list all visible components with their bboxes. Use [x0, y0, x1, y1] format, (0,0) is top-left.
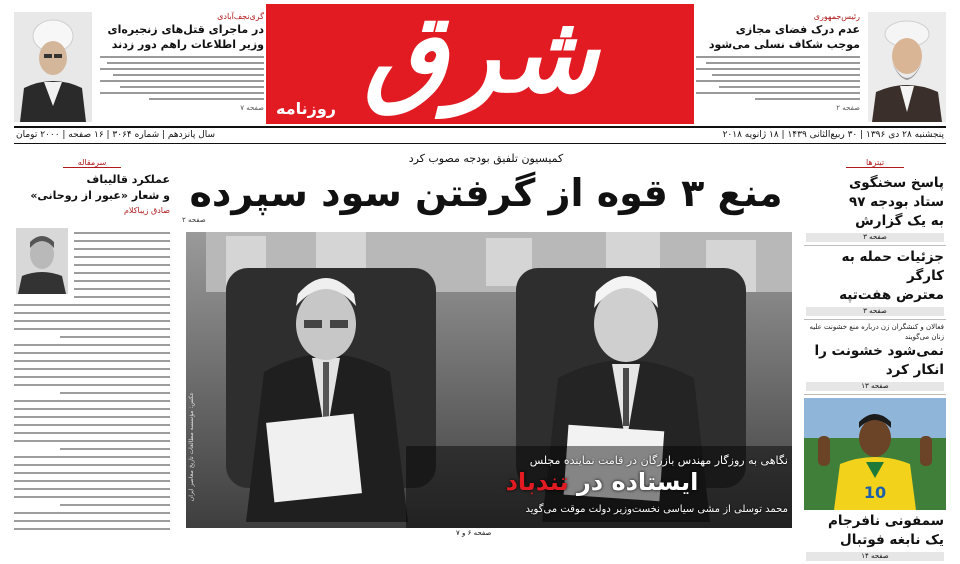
teaser-headline[interactable]	[696, 22, 860, 52]
text-line	[60, 504, 170, 506]
text-line	[74, 296, 170, 298]
president-photo	[868, 12, 946, 122]
dateline-bar	[14, 126, 946, 144]
teaser-page-ref: صفحه ۷	[240, 104, 264, 112]
text-line	[60, 392, 170, 394]
news-headline	[806, 248, 944, 305]
news-item[interactable]	[804, 172, 946, 246]
teaser-top-right[interactable]	[696, 12, 946, 124]
teaser-headline-line: موجب شکاف نسلی می‌شود	[708, 38, 860, 51]
news-headline	[806, 174, 944, 231]
caption-headline-plain: ایستاده در	[576, 468, 699, 496]
author-photo	[16, 228, 68, 294]
text-line	[14, 456, 170, 458]
cleric-photo	[14, 12, 92, 122]
news-headline-line: نمی‌شود خشونت را	[814, 343, 944, 359]
text-line	[14, 368, 170, 370]
text-line	[14, 304, 170, 306]
teaser-top-left-text	[100, 12, 264, 112]
teaser-page-ref: صفحه ۲	[836, 104, 860, 112]
headlines-column	[804, 158, 946, 560]
teaser-headline[interactable]	[100, 22, 264, 52]
photo-caption-deck: محمد توسلی از مشی سیاسی نخست‌وزیر دولت موقت می‌گوید	[525, 504, 788, 515]
teaser-kicker: گری‌نجف‌آبادی	[217, 12, 264, 21]
teaser-body-text	[696, 56, 860, 100]
photo-caption-headline[interactable]	[416, 468, 788, 496]
text-line	[14, 352, 170, 354]
news-headline-line: سمفونی نافرجام	[827, 513, 944, 529]
news-headline-line: جزئیات حمله به کارگر	[841, 249, 944, 284]
text-line	[14, 512, 170, 514]
editorial-title-line: و شعار «عبور از روحانی»	[30, 189, 170, 202]
photo-caption-kicker: نگاهی به روزگار مهندس بازرگان در قامت نماینده مجلس	[529, 454, 788, 467]
teaser-kicker: رئیس‌جمهوری	[813, 12, 860, 21]
lead-headline[interactable]: منع ۳ قوه از گرفتن سود سپرده	[189, 171, 783, 215]
text-line	[14, 400, 170, 402]
news-item[interactable]	[804, 246, 946, 320]
text-line	[14, 408, 170, 410]
text-line	[14, 480, 170, 482]
issue-date: پنجشنبه ۲۸ دی ۱۳۹۶ | ۳۰ ربیع‌الثانی ۱۴۳۹ | ۱۸ ژانویه ۲۰۱۸	[722, 130, 944, 140]
news-headline-line: ستاد بودجه ۹۷	[848, 194, 944, 210]
text-line	[74, 272, 170, 274]
text-line	[74, 232, 170, 234]
teaser-headline-line: در ماجرای قتل‌های زنجیره‌ای	[107, 23, 264, 36]
news-page-ref: صفحه ۱۴	[806, 552, 944, 561]
text-line	[14, 384, 170, 386]
teaser-headline-line: عدم درک فضای مجازی	[735, 23, 860, 36]
editorial-author[interactable]: صادق زیباکلام	[123, 206, 170, 215]
logo-wordmark: شرق	[364, 0, 598, 117]
news-page-ref: صفحه ۳	[806, 233, 944, 242]
editorial-title-line: عملکرد قالیباف	[86, 173, 170, 186]
logo-subtitle: روزنامه	[276, 99, 336, 118]
text-line	[74, 280, 170, 282]
photo-credit: عکس: مؤسسه مطالعات تاریخ معاصر ایران	[188, 392, 195, 502]
text-line	[14, 416, 170, 418]
text-line	[60, 336, 170, 338]
issue-info: سال پانزدهم | شماره ۳۰۶۴ | ۱۶ صفحه | ۲۰۰۰ تومان	[16, 130, 216, 140]
news-headline-line: به یک گزارش	[855, 213, 944, 229]
teaser-headline-line: وزیر اطلاعات راهم دور زدند	[111, 38, 264, 51]
text-line	[60, 448, 170, 450]
news-headline-line: معترض هفت‌تپه	[839, 287, 944, 303]
editorial-title[interactable]	[14, 172, 170, 204]
text-line	[14, 520, 170, 522]
text-line	[14, 432, 170, 434]
text-line	[14, 488, 170, 490]
news-headline-line: انکار کرد	[885, 362, 944, 378]
text-line	[74, 248, 170, 250]
svg-text:10: 10	[863, 483, 887, 502]
text-line	[74, 256, 170, 258]
news-kicker: فعالان و کنشگران زن درباره منع خشونت علیه زنان می‌گویند	[809, 323, 944, 341]
editorial-column[interactable]	[14, 158, 170, 540]
teaser-top-right-text	[696, 12, 860, 112]
text-line	[14, 360, 170, 362]
text-line	[74, 264, 170, 266]
football-player-photo[interactable]	[804, 398, 946, 510]
news-headline-line: یک نابغه فوتبال	[840, 532, 944, 548]
text-line	[14, 344, 170, 346]
lead-kicker: کمیسیون تلفیق بودجه مصوب کرد	[408, 152, 564, 165]
editorial-tag: سرمقاله	[63, 158, 121, 168]
text-line	[14, 440, 170, 442]
text-line	[14, 424, 170, 426]
teaser-top-left[interactable]	[14, 12, 264, 124]
text-line	[74, 240, 170, 242]
text-line	[14, 376, 170, 378]
news-page-ref: صفحه ۱۳	[806, 382, 944, 391]
text-line	[14, 496, 170, 498]
text-line	[14, 312, 170, 314]
lead-photo[interactable]	[186, 232, 792, 528]
headlines-tag: تیترها	[846, 158, 904, 168]
news-headline	[806, 342, 944, 380]
photo-page-ref: صفحه ۶ و ۷	[456, 529, 492, 537]
text-line	[14, 472, 170, 474]
teaser-body-text	[100, 56, 264, 100]
lead-page-ref: صفحه ۲	[182, 216, 206, 224]
text-line	[14, 528, 170, 530]
news-headline	[806, 512, 944, 550]
news-item[interactable]	[804, 510, 946, 564]
text-line	[14, 328, 170, 330]
text-line	[14, 320, 170, 322]
caption-headline-accent: تندباد	[505, 468, 569, 496]
news-item[interactable]	[804, 320, 946, 395]
news-page-ref: صفحه ۳	[806, 307, 944, 316]
text-line	[14, 464, 170, 466]
newspaper-logo[interactable]	[266, 0, 694, 124]
text-line	[74, 288, 170, 290]
news-headline-line: پاسخ سخنگوی	[848, 175, 944, 191]
